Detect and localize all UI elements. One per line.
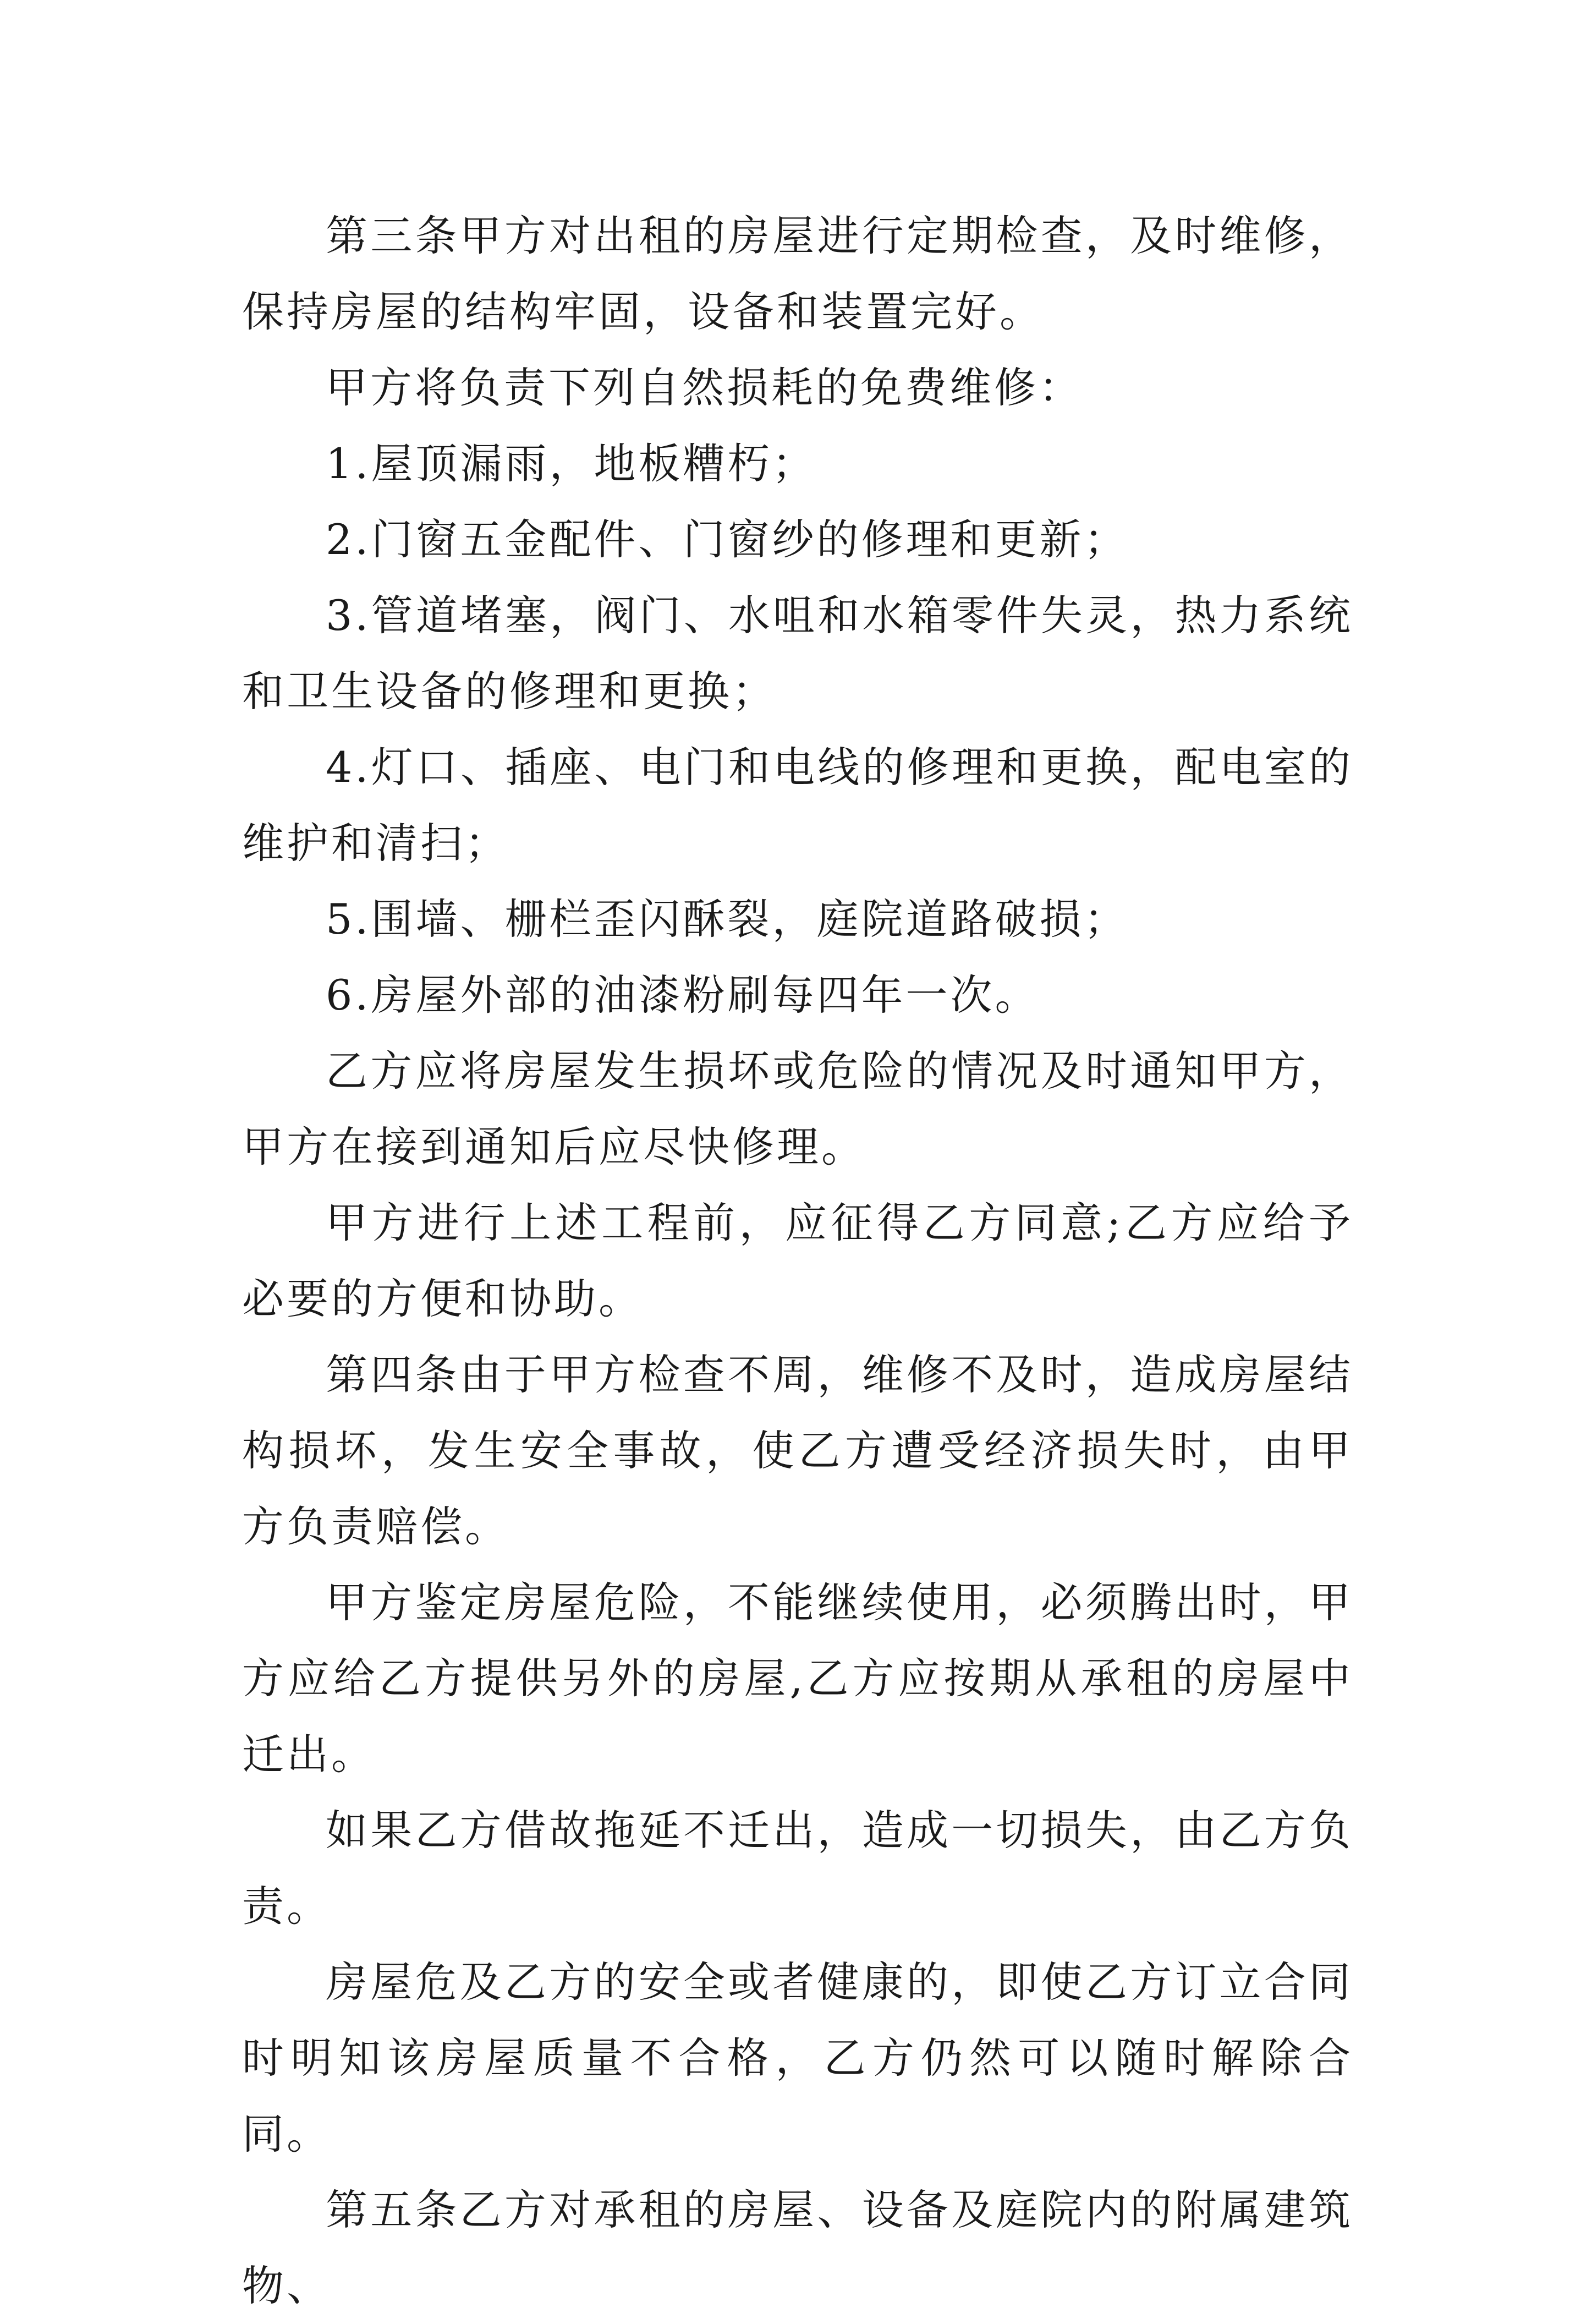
paragraph-safety-termination: 房屋危及乙方的安全或者健康的，即使乙方订立合同时明知该房屋质量不合格，乙方仍然可以随时解除合同。: [242, 1958, 1353, 2158]
paragraph-article-5: 第五条乙方对承租的房屋、设备及庭院内的附属建筑物、: [242, 2185, 1353, 2310]
list-item-2: 2.门窗五金配件、门窗纱的修理和更新；: [326, 515, 1129, 564]
paragraph-relocation: 甲方鉴定房屋危险，不能继续使用，必须腾出时，甲方应给乙方提供另外的房屋,乙方应按期从承租的房屋中迁出。: [242, 1578, 1353, 1779]
list-item-3: 3.管道堵塞，阀门、水咀和水箱零件失灵，热力系统和卫生设备的修理和更换；: [242, 591, 1353, 716]
paragraph-article-3: 第三条甲方对出租的房屋进行定期检查，及时维修，保持房屋的结构牢固，设备和装置完好。: [242, 211, 1353, 336]
list-item-5: 5.围墙、栅栏歪闪酥裂，庭院道路破损；: [326, 895, 1129, 944]
paragraph-repair-scope: 甲方将负责下列自然损耗的免费维修：: [326, 363, 1083, 412]
paragraph-consent: 甲方进行上述工程前，应征得乙方同意;乙方应给予必要的方便和协助。: [242, 1198, 1353, 1323]
list-item-4: 4.灯口、插座、电门和电线的修理和更换，配电室的维护和清扫；: [242, 743, 1353, 868]
list-item-1: 1.屋顶漏雨，地板糟朽；: [326, 439, 817, 488]
paragraph-article-4: 第四条由于甲方检查不周，维修不及时，造成房屋结构损坏，发生安全事故，使乙方遭受经济损失时，由甲方负责赔偿。: [242, 1350, 1353, 1551]
list-item-6: 6.房屋外部的油漆粉刷每四年一次。: [326, 971, 1040, 1020]
document-body: [242, 198, 1353, 2324]
paragraph-notify: 乙方应将房屋发生损坏或危险的情况及时通知甲方，甲方在接到通知后应尽快修理。: [242, 1046, 1353, 1171]
paragraph-delay-liability: 如果乙方借故拖延不迁出，造成一切损失，由乙方负责。: [242, 1806, 1353, 1931]
